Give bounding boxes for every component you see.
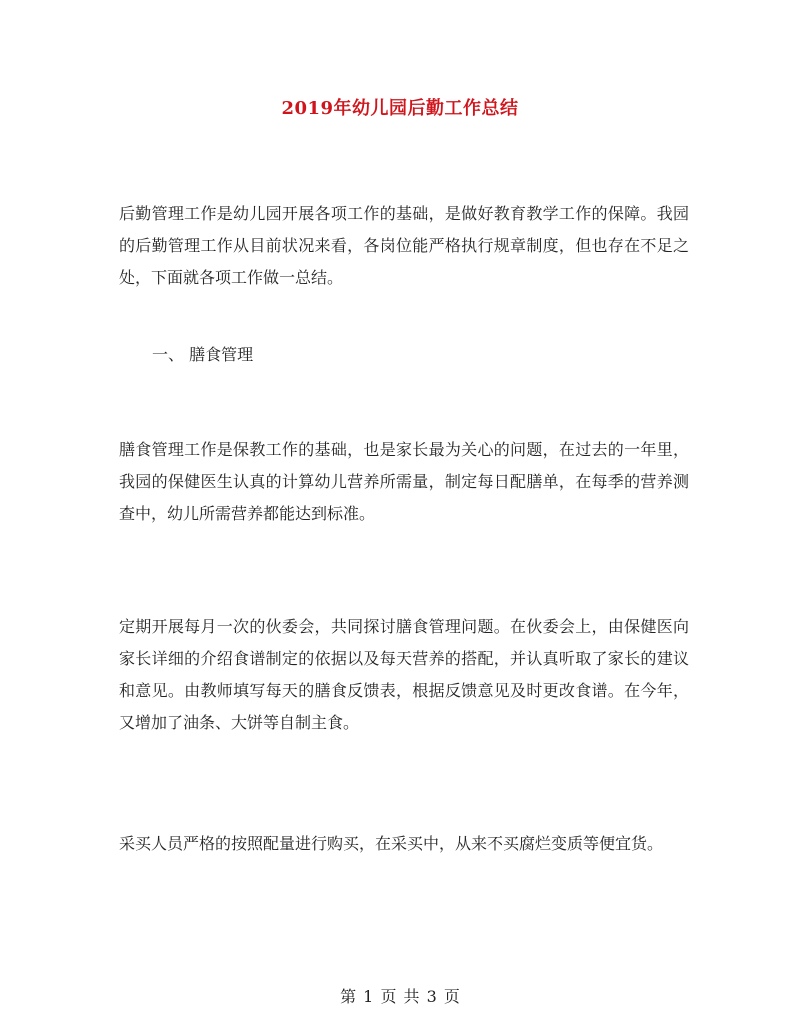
paragraph-intro: 后勤管理工作是幼儿园开展各项工作的基础，是做好教育教学工作的保障。我园的后勤管理工作从目前状况来看，各岗位能严格执行规章制度，但也存在不足之处，下面就各项工作做一总结。 — [119, 204, 689, 287]
document-title: 2019年幼儿园后勤工作总结 — [281, 98, 519, 119]
section-heading-meals: 一、 膳食管理 — [152, 345, 254, 364]
paragraph-committee: 定期开展每月一次的伙委会，共同探讨膳食管理问题。在伙委会上，由保健医向家长详细的介绍食谱制定的依据以及每天营养的搭配，并认真听取了家长的建议和意见。由教师填写每天的膳食反馈表，根据反馈意见及时更改食谱。在今年，又增加了油条、大饼等自制主食。 — [119, 617, 689, 732]
page-footer: 第 1 页 共 3 页 — [340, 987, 460, 1006]
paragraph-meals-overview: 膳食管理工作是保教工作的基础，也是家长最为关心的问题，在过去的一年里，我园的保健医生认真的计算幼儿营养所需量，制定每日配膳单，在每季的营养测查中，幼儿所需营养都能达到标准。 — [119, 440, 689, 523]
paragraph-purchasing: 采买人员严格的按照配量进行购买，在采买中，从来不买腐烂变质等便宜货。 — [119, 834, 664, 853]
